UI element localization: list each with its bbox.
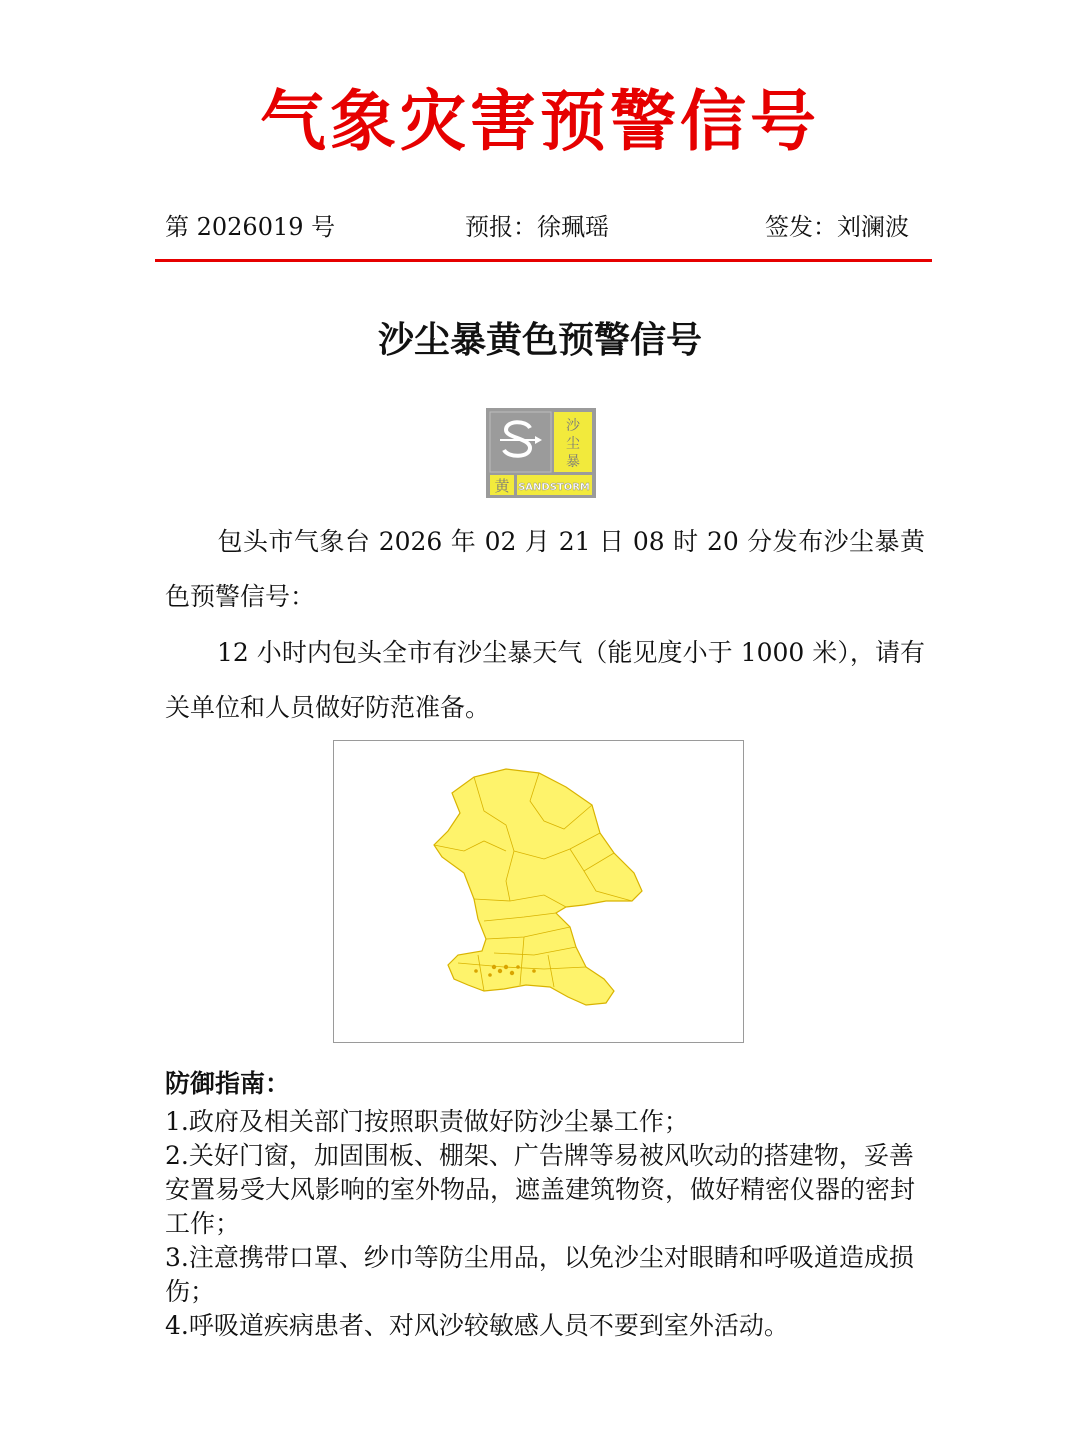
icon-side-char-3: 暴 <box>566 454 580 470</box>
icon-level-text: 黄 <box>494 477 510 495</box>
forecast-text: 12 小时内包头全市有沙尘暴天气（能见度小于 1000 米），请有关单位和人员做好防范准备。 <box>165 638 925 722</box>
issuer: 签发：刘澜波 <box>765 213 909 241</box>
guide-item: 2.关好门窗，加固围板、棚架、广告牌等易被风吹动的搭建物，妥善安置易受大风影响的室外物品，遮盖建筑物资，做好精密仪器的密封工作； <box>165 1141 916 1238</box>
issue-number: 第 2026019 号 <box>165 213 336 241</box>
guide-heading: 防御指南： <box>165 1069 291 1098</box>
red-divider <box>155 259 932 262</box>
forecast-paragraph <box>165 625 925 735</box>
guide-item: 3.注意携带口罩、纱巾等防尘用品，以免沙尘对眼睛和呼吸道造成损伤； <box>165 1243 914 1306</box>
sandstorm-yellow-icon <box>486 408 596 498</box>
guide-item: 4.呼吸道疾病患者、对风沙较敏感人员不要到室外活动。 <box>165 1311 789 1340</box>
forecaster: 预报：徐珮瑶 <box>465 213 609 241</box>
icon-side-char-1: 沙 <box>566 418 580 434</box>
guide-item: 1.政府及相关部门按照职责做好防沙尘暴工作； <box>165 1107 689 1136</box>
baotou-region-shape <box>434 769 642 1005</box>
icon-side-char-2: 尘 <box>566 436 580 452</box>
issuance-paragraph <box>165 514 925 624</box>
issuance-text: 包头市气象台 2026 年 02 月 21 日 08 时 20 分发布沙尘暴黄色预警信号： <box>165 527 925 611</box>
warning-area-map <box>333 740 744 1043</box>
guide-list <box>165 1105 925 1343</box>
icon-english-text: SANDSTORM <box>518 482 590 493</box>
warning-title: 沙尘暴黄色预警信号 <box>377 319 702 361</box>
masthead-title: 气象灾害预警信号 <box>260 82 820 160</box>
